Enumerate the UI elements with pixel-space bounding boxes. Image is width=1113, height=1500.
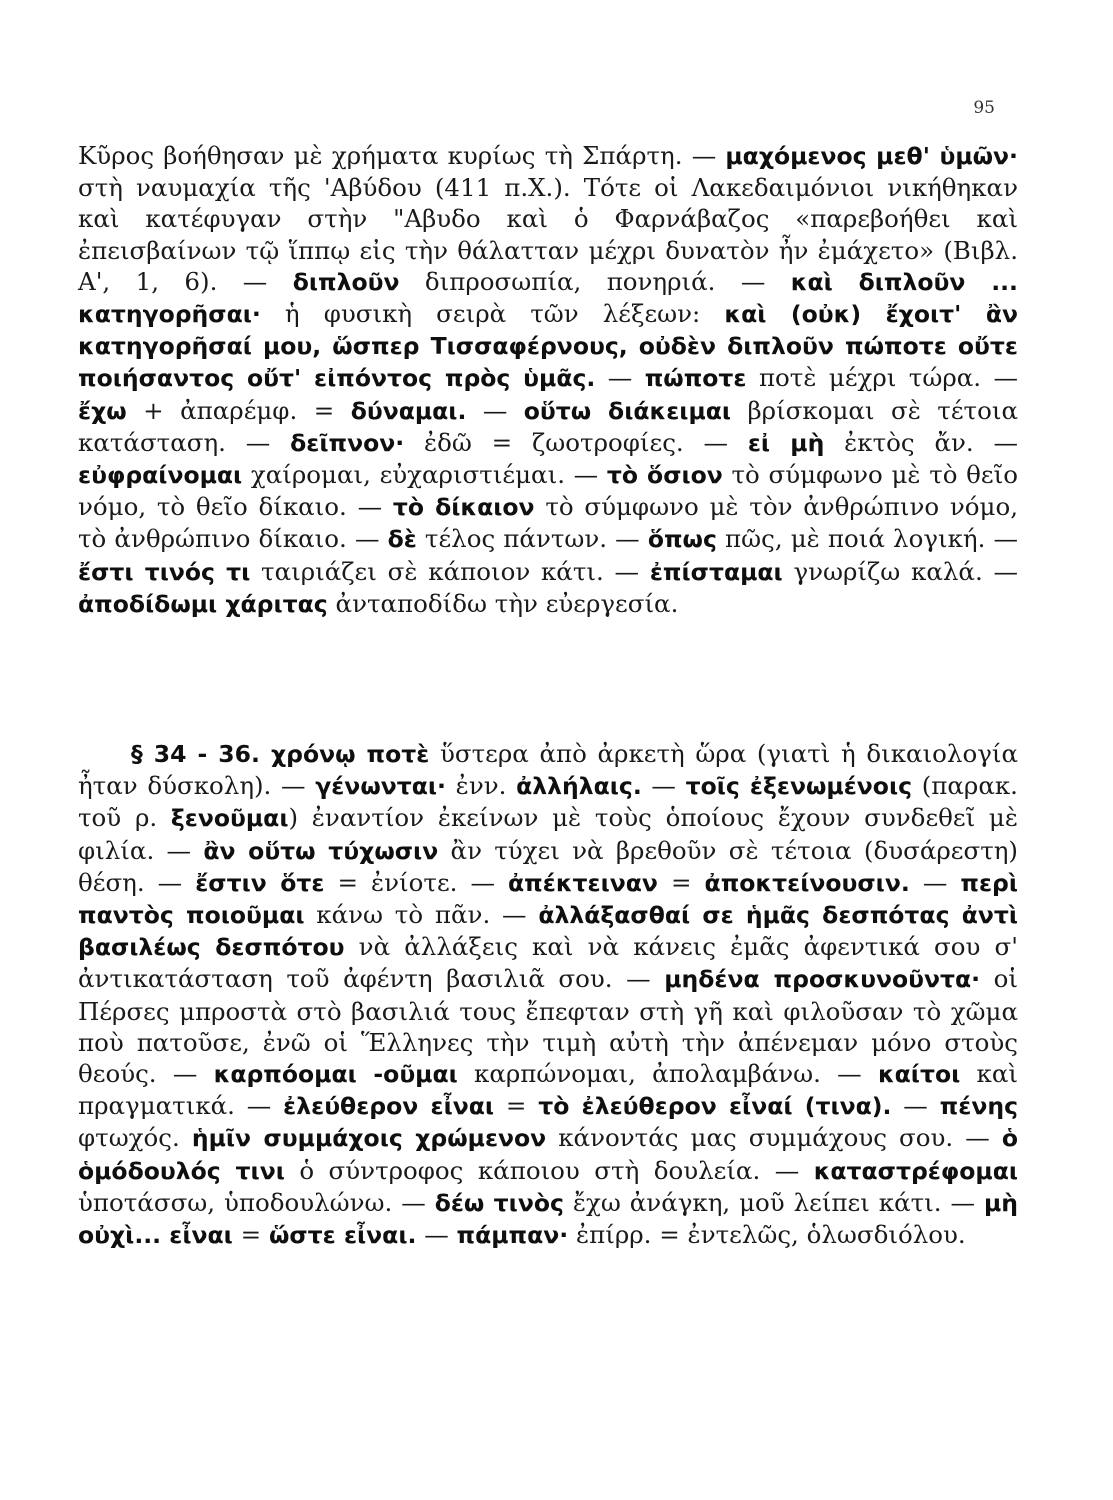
paragraph: [78, 140, 1018, 620]
text-run: τὸ σύμφωνο μὲ τὸν ἀνθρώπινο νόμο, τὸ ἀνθρώπινο δίκαιο. —: [78, 492, 1018, 554]
headword: ἀλλάξασθαί σε ἡμᾶς δεσπότας ἀντὶ βασιλέως δεσπότου: [78, 901, 1018, 962]
headword: περὶ παντὸς ποιοῦμαι: [78, 868, 1019, 930]
text-run: φτωχός.: [78, 1123, 192, 1153]
text-run: γνωρίζω καλά. —: [782, 556, 1018, 586]
headword: καίτοι: [877, 1060, 961, 1089]
headword: ὥστε εἶναι.: [268, 1221, 417, 1250]
headword: καρπόομαι -οῦμαι: [213, 1060, 458, 1089]
headword: οὕτω διάκειμαι: [523, 396, 732, 425]
headword: καταστρέφομαι: [813, 1156, 1018, 1185]
headword: τοῖς ἐξενωμένοις: [685, 772, 913, 801]
section-headword: § 34 - 36. χρόνῳ ποτὲ: [131, 740, 430, 768]
headword: ἂν οὕτω τύχωσιν: [203, 836, 439, 865]
paragraph: [78, 738, 1018, 1251]
headword: ἀλλήλαις.: [516, 772, 642, 801]
headword: τὸ ὅσιον: [606, 461, 723, 490]
headword: πάμπαν·: [456, 1221, 569, 1250]
headword: ἀπέκτειναν: [508, 868, 658, 897]
headword: ἡμῖν συμμάχοις χρώμενον: [191, 1124, 547, 1153]
text-run: ἐπίρρ. = ἐντελῶς, ὁλωσδιόλου.: [568, 1220, 966, 1250]
text-run: ἔχω ἀνάγκη, μοῦ λείπει κάτι. —: [563, 1187, 984, 1217]
headword: εὐφραίνομαι: [78, 461, 243, 490]
headword: εἰ μὴ: [747, 428, 825, 457]
headword: ὁ ὁμόδουλός τινι: [78, 1124, 1018, 1185]
headword: ἔστι τινός τι: [78, 557, 251, 586]
headword: τὸ δίκαιον: [392, 493, 535, 522]
text-run: ἂν τύχει νὰ βρεθοῦν σὲ τέτοια (δυσάρεστη) θέση. —: [78, 835, 1018, 897]
text-run: ἐκτὸς ἄν. —: [824, 427, 1018, 457]
text-run: βρίσκομαι σὲ τέτοια κατάσταση. —: [78, 395, 1019, 457]
text-run: —: [891, 1091, 940, 1121]
headword: ἀποκτείνουσιν.: [704, 868, 910, 897]
text-run: οἱ Πέρσες μπροστὰ στὸ βασιλιά τους ἔπεφταν στὴ γῆ καὶ φιλοῦσαν τὸ χῶμα ποὺ πατοῦσε, ἐνῶ οἱ Ἕλληνες τὴν τιμὴ αὐτὴ τὴν ἀπένεμαν μόνο στοὺς θεούς. —: [78, 964, 1018, 1089]
text-run: —: [416, 1220, 457, 1250]
text-run: χαίρομαι, εὐχαριστιέμαι. —: [242, 460, 607, 490]
text-run: =: [657, 867, 705, 897]
text-run: —: [466, 395, 524, 425]
text-run: νὰ ἀλλάξεις καὶ νὰ κάνεις ἐμᾶς ἀφεντικά σου σ' ἀντικατάσταση τοῦ ἀφέντη βασιλιᾶ σου. —: [78, 932, 1019, 994]
headword: δὲ: [387, 525, 417, 554]
text-run: ἐδῶ = ζωοτροφίες. —: [404, 427, 748, 457]
text-run: ἀνταποδίδω τὴν εὐεργεσία.: [327, 588, 679, 618]
page-number: 95: [973, 98, 995, 118]
headword: ἀποδίδωμι χάριτας: [78, 589, 328, 618]
text-run: πῶς, μὲ ποιά λογική. —: [716, 524, 1018, 554]
headword: ξενοῦμαι: [170, 804, 289, 833]
text-run: ἐνν.: [445, 771, 517, 801]
text-run: + ἀπαρέμφ. =: [126, 395, 351, 425]
text-run: (παρακ. τοῦ ρ.: [78, 771, 1018, 833]
text-run: κάνω τὸ πᾶν. —: [304, 900, 539, 930]
text-run: ὕστερα ἀπὸ ἀρκετὴ ὥρα (γιατὶ ἡ δικαιολογία ἦταν δύσκολη). —: [78, 739, 1018, 801]
text-run: στὴ ναυμαχία τῆς 'Αβύδου (411 π.Χ.). Τότε οἱ Λακεδαιμόνιοι νικήθηκαν καὶ κατέφυγαν στὴν "Αβυδο καὶ ὁ Φαρνάβαζος «παρεβοήθει καὶ ἐπεισβαίνων τῷ ἵππῳ εἰς τὴν θάλατταν μέχρι δυνατὸν ἦν ἐμάχετο» (Βιβλ. Α', 1, 6). —: [78, 173, 1018, 296]
headword: γένωνται·: [315, 772, 446, 801]
headword: διπλοῦν: [292, 267, 400, 296]
text-run: =: [232, 1220, 269, 1250]
headword: δεῖπνον·: [290, 428, 405, 457]
headword: δύναμαι.: [350, 396, 467, 425]
headword: ὅπως: [647, 525, 717, 554]
text-run: —: [641, 771, 686, 801]
text-run: = ἐνίοτε. —: [324, 867, 509, 897]
text-run: καὶ πραγματικά. —: [78, 1059, 1018, 1121]
text-run: Κῦρος βοήθησαν μὲ χρήματα κυρίως τὴ Σπάρτη. —: [78, 141, 726, 170]
headword: πώποτε: [644, 364, 747, 393]
text-run: τέλος πάντων. —: [416, 524, 648, 554]
text-run: —: [595, 363, 645, 393]
text-run: κάνοντάς μας συμμάχους σου. —: [546, 1123, 1002, 1153]
text-run: ὁ σύντροφος κάποιου στὴ δουλεία. —: [284, 1155, 814, 1185]
headword: μὴ οὐχὶ... εἶναι: [78, 1188, 1018, 1250]
headword: ἐπίσταμαι: [649, 557, 783, 586]
headword: τὸ ἐλεύθερον εἶναί (τινα).: [538, 1092, 892, 1121]
headword: μηδένα προσκυνοῦντα·: [664, 965, 981, 994]
headword: ἔστιν ὅτε: [195, 868, 325, 897]
text-run: τὸ σύμφωνο μὲ τὸ θεῖο νόμο, τὸ θεῖο δίκαιο. —: [78, 460, 1018, 522]
headword: πένης: [939, 1092, 1018, 1121]
headword: ἐλεύθερον εἶναι: [283, 1092, 495, 1121]
headword: καὶ (οὐκ) ἔχοιτ' ἂν κατηγορῆσαί μου, ὥσπερ Τισσαφέρνους, οὐδὲν διπλοῦν πώποτε οὔτε ποιήσαντος οὔτ' εἰπόντος πρὸς ὑμᾶς.: [78, 300, 1018, 393]
text-run: διπροσωπία, πονηριά. —: [399, 266, 791, 296]
headword: μαχόμενος μεθ' ὑμῶν·: [725, 142, 1018, 170]
text-run: ποτὲ μέχρι τώρα. —: [746, 363, 1019, 393]
text-run: ὑποτάσσω, ὑποδουλώνω. —: [78, 1187, 435, 1217]
headword: ἔχω: [78, 396, 127, 425]
text-run: καρπώνομαι, ἀπολαμβάνω. —: [457, 1059, 878, 1089]
text-run: =: [494, 1091, 539, 1121]
text-run: ) ἐναντίον ἐκείνων μὲ τοὺς ὁποίους ἔχουν συνδεθεῖ μὲ φιλία. —: [78, 803, 1018, 865]
headword: καὶ διπλοῦν ... κατηγορῆσαι·: [78, 267, 1018, 329]
text-run: ἡ φυσικὴ σειρὰ τῶν λέξεων:: [260, 299, 725, 329]
text-run: —: [909, 867, 961, 897]
headword: δέω τινὸς: [434, 1188, 564, 1217]
text-run: ταιριάζει σὲ κάποιον κάτι. —: [250, 556, 650, 586]
